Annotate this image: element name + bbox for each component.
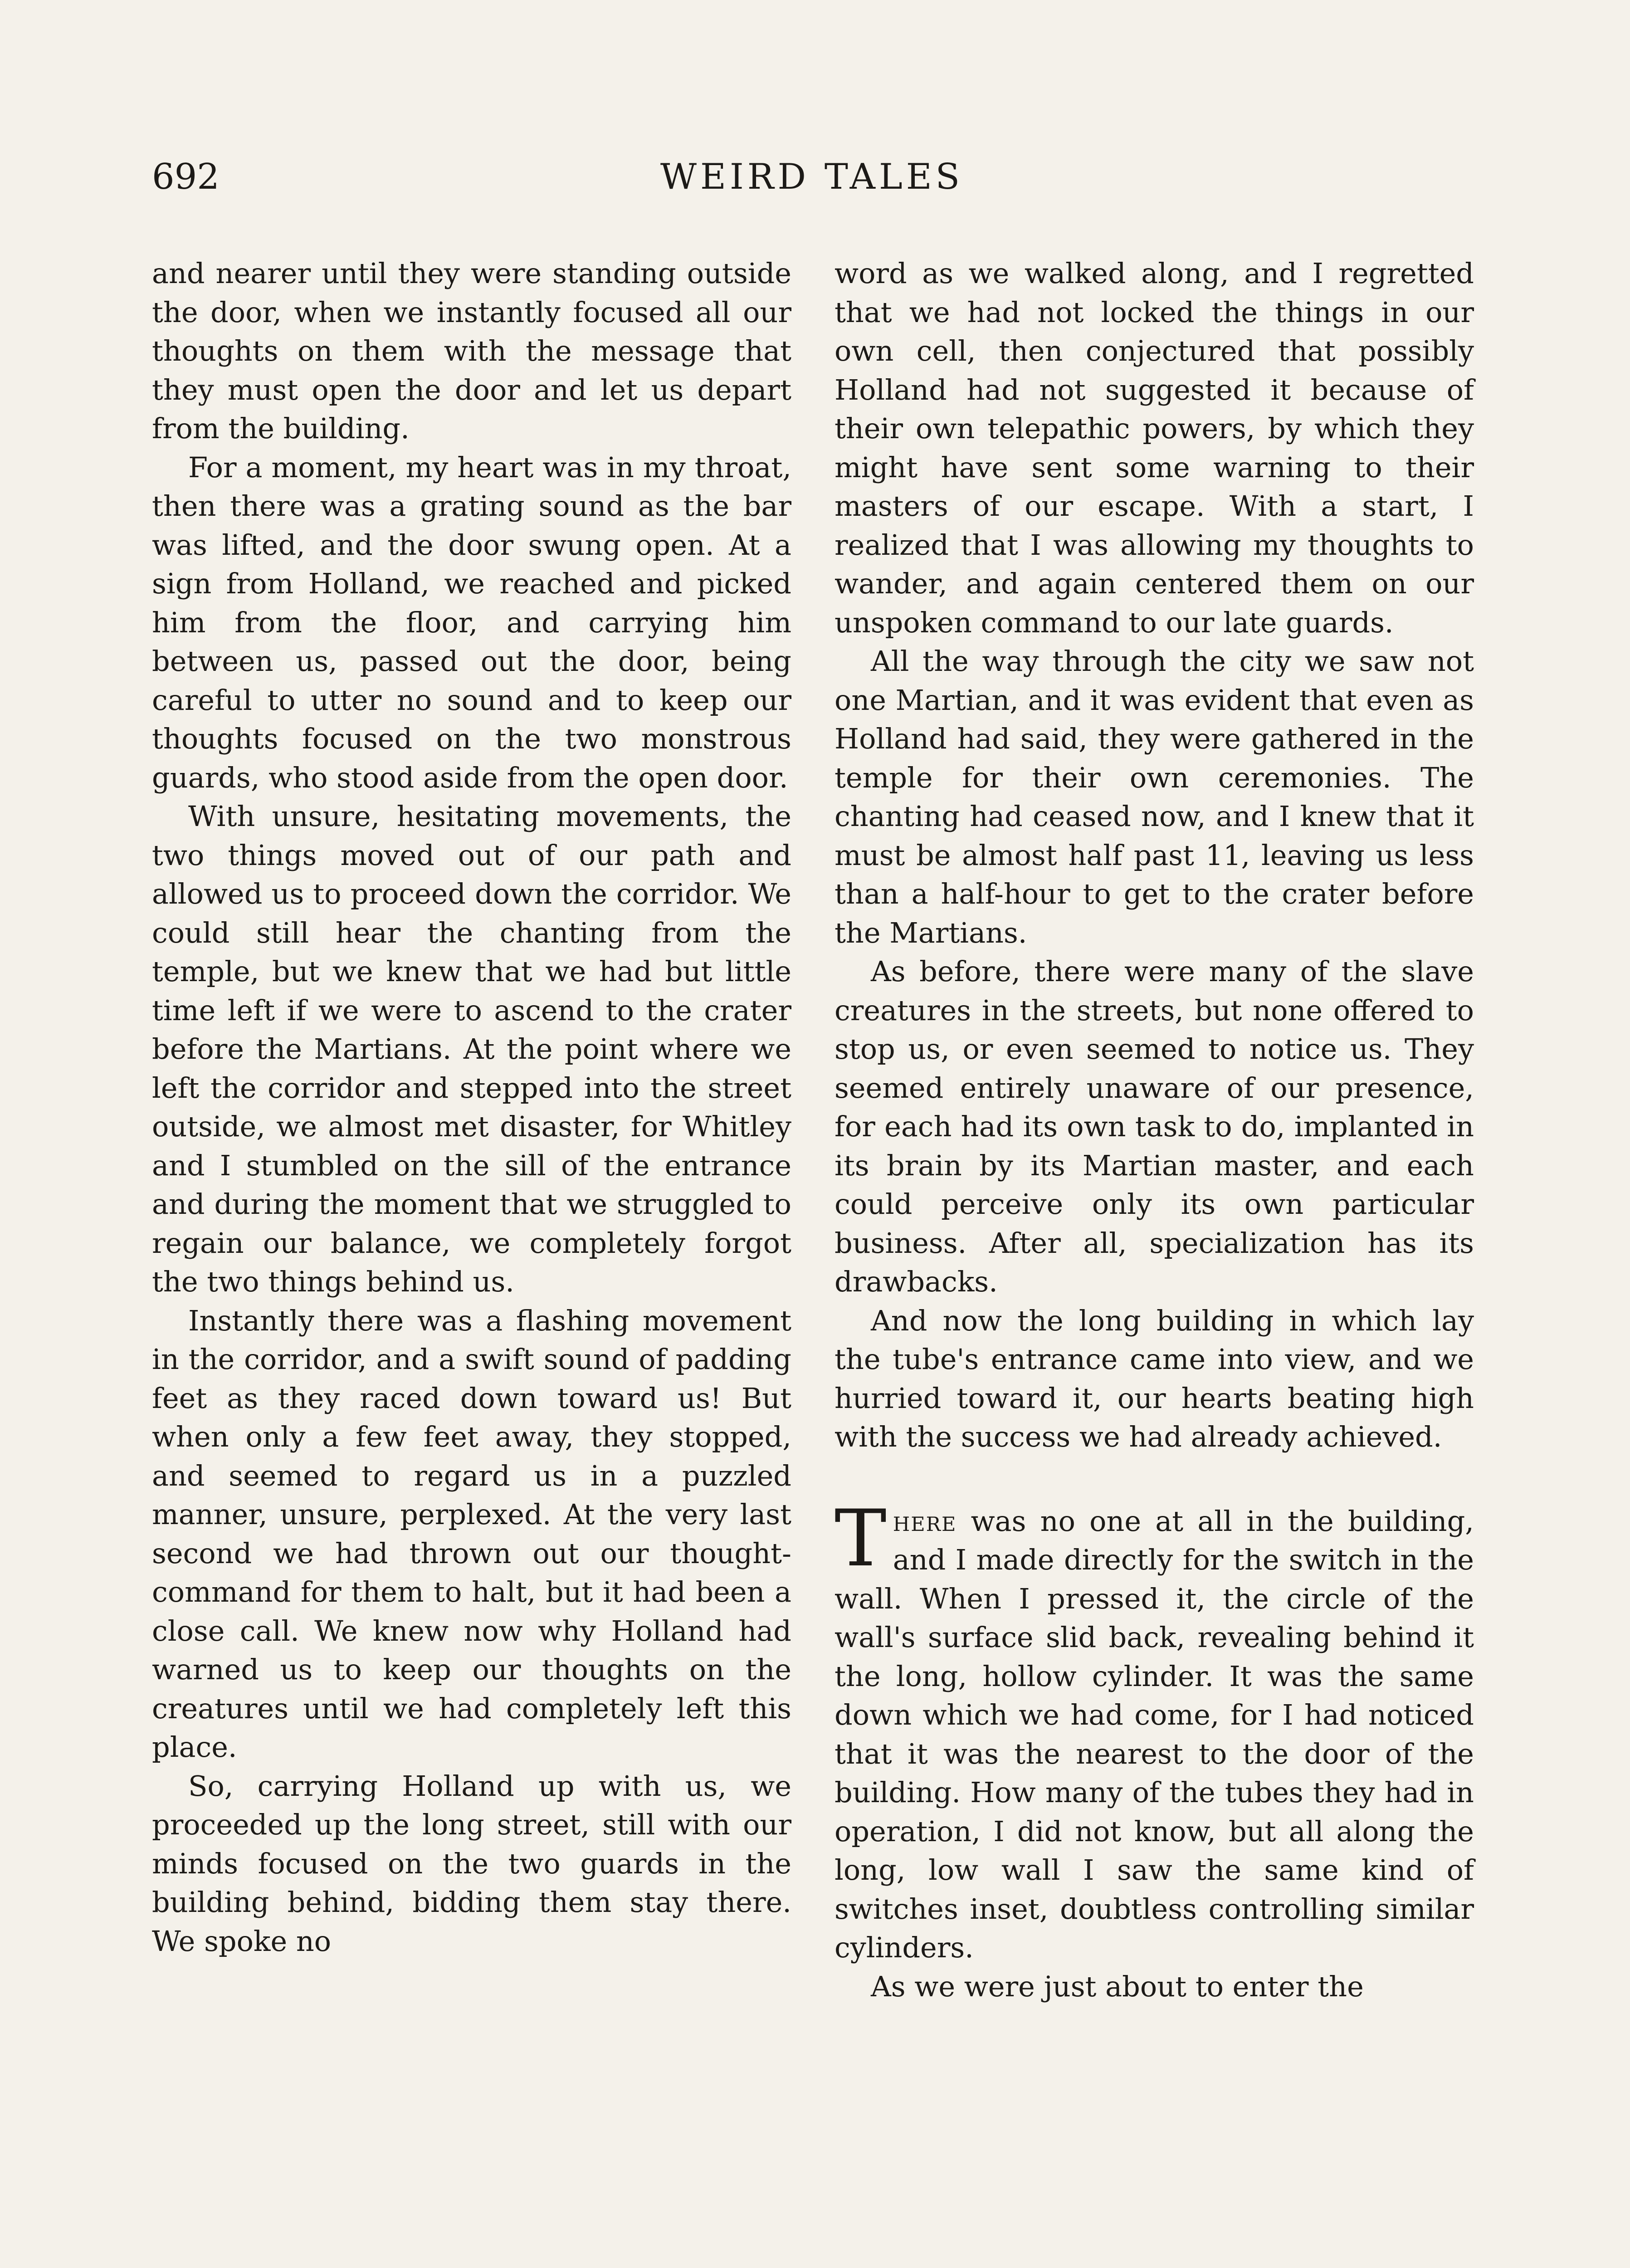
section-body-text: was no one at all in the building, and I made directly for the switch in the wall. When I pressed it, the circle of the wall's surface slid back, revealing behind it the long, hollow cylinder. It was the same down which we had come, for I had noticed that it was the nearest to the door of the building. How many of the tubes they had in operation, I did not know, but all along the long, low wall I saw the same kind of switches inset, doubtless controlling similar cylinders. xyxy=(835,1504,1474,1964)
paragraph: So, carrying Holland up with us, we proceeded up the long street, still with our minds focused on the two guards in the building behind, bidding them stay there. We spoke no xyxy=(152,1769,791,1958)
section-opening-paragraph xyxy=(835,1492,1474,1967)
paragraph: word as we walked along, and I regretted that we had not locked the things in our own cell, then conjectured that possibly Holland had not suggested it because of their own telepathic powers, by which they might have sent some warning to their masters of our escape. With a start, I realized that I was allowing my thoughts to wander, and again centered them on our unspoken command to our late guards. xyxy=(835,257,1474,639)
paragraph: and nearer until they were standing outside the door, when we instantly focused all our thoughts on them with the message that they must open the door and let us depart from the building. xyxy=(152,257,791,445)
paragraph: With unsure, hesitating movements, the two things moved out of our path and allowed us to proceed down the corridor. We could still hear the chanting from the temple, but we knew that we had but little time left if we were to ascend to the crater before the Martians. At the point where we left the corridor and stepped into the street outside, we almost met disaster, for Whitley and I stumbled on the sill of the entrance and during the moment that we struggled to regain our balance, we completely forgot the two things behind us. xyxy=(152,800,791,1298)
right-column xyxy=(835,254,1474,2006)
running-title: WEIRD TALES xyxy=(660,156,964,197)
paragraph: As we were just about to enter the xyxy=(871,1970,1364,2003)
left-column xyxy=(152,254,791,1960)
drop-cap: T xyxy=(835,1492,887,1584)
paragraph: All the way through the city we saw not one Martian, and it was evident that even as Holland had said, they were gathered in the temple for their own ceremonies. The chanting had ceased now, and I knew that it must be almost half past 11, leaving us less than a half-hour to get to the crater before the Martians. xyxy=(835,645,1474,949)
small-caps-lead: here xyxy=(893,1504,957,1538)
paragraph: As before, there were many of the slave creatures in the streets, but none offered to stop us, or even seemed to notice us. They seemed entirely unaware of our presence, for each had its own task to do, implanted in its brain by its Martian master, and each could perceive only its own particular business. After all, specialization has its drawbacks. xyxy=(835,955,1474,1298)
paragraph: Instantly there was a flashing movement in the corridor, and a swift sound of padding feet as they raced down toward us! But when only a few feet away, they stopped, and seemed to regard us in a puzzled manner, unsure, perplexed. At the very last second we had thrown out our thought-command for them to halt, but it had been a close call. We knew now why Holland had warned us to keep our thoughts on the creatures until we had completely left this place. xyxy=(152,1304,791,1764)
paragraph: And now the long building in which lay the tube's entrance came into view, and we hurried toward it, our hearts beating high with the success we had already achieved. xyxy=(835,1304,1474,1453)
page-header xyxy=(152,154,1472,204)
paragraph: For a moment, my heart was in my throat, then there was a grating sound as the bar was lifted, and the door swung open. At a sign from Holland, we reached and picked him from the floor, and carrying him between us, passed out the door, being careful to utter no sound and to keep our thoughts focused on the two monstrous guards, who stood aside from the open door. xyxy=(152,450,791,794)
page-number: 692 xyxy=(152,156,220,197)
